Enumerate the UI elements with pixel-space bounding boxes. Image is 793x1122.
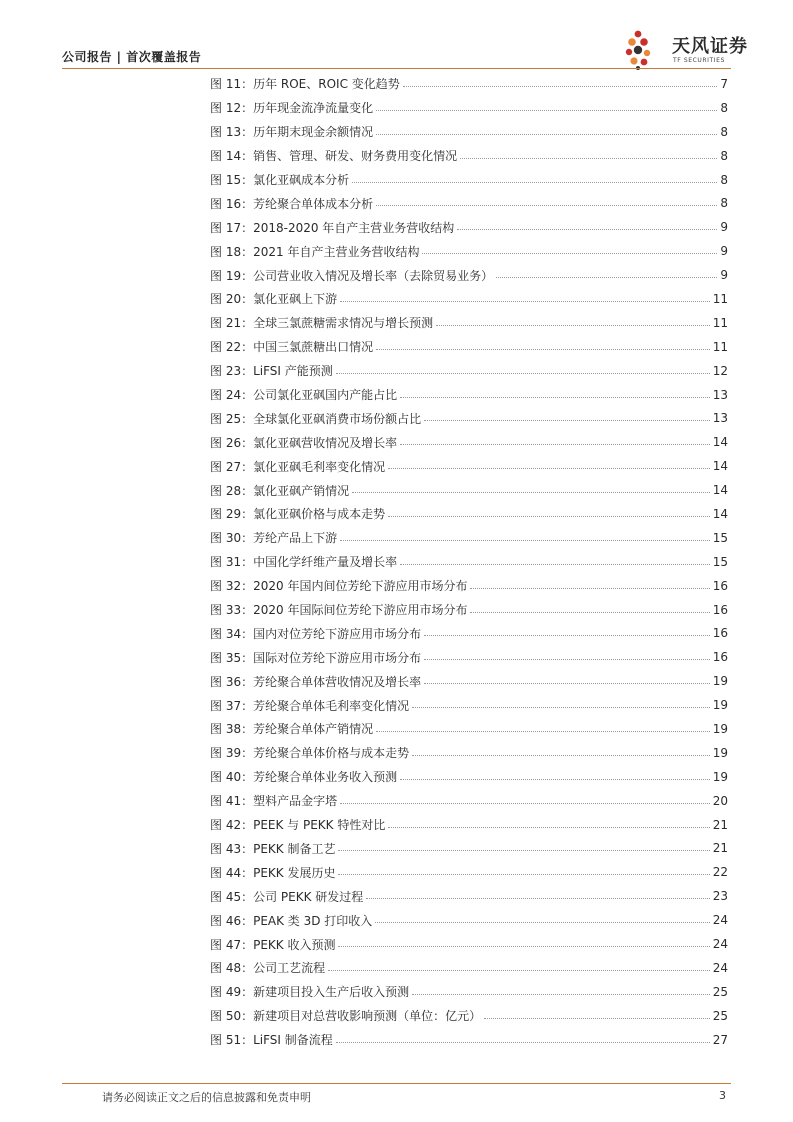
toc-entry[interactable] xyxy=(210,669,728,693)
toc-entry-page: 8 xyxy=(720,124,728,139)
toc-entry-label: 图 29：氯化亚砜价格与成本走势 xyxy=(210,507,386,522)
toc-entry-page: 23 xyxy=(712,889,728,904)
toc-entry[interactable] xyxy=(210,430,728,454)
toc-dot-leader xyxy=(388,468,710,469)
toc-entry-page: 11 xyxy=(712,339,728,354)
toc-entry-label: 图 50：新建项目对总营收影响预测（单位：亿元） xyxy=(210,1009,482,1024)
toc-entry-label: 图 51：LiFSI 制备流程 xyxy=(210,1033,333,1048)
toc-entry-label: 图 27：氯化亚砜毛利率变化情况 xyxy=(210,459,386,474)
toc-entry-label: 图 17：2018-2020 年自产主营业务营收结构 xyxy=(210,220,455,235)
toc-entry-label: 图 38：芳纶聚合单体产销情况 xyxy=(210,722,374,737)
toc-dot-leader xyxy=(376,110,717,111)
toc-dot-leader xyxy=(328,970,710,971)
toc-entry[interactable] xyxy=(210,478,728,502)
toc-entry[interactable] xyxy=(210,120,728,144)
toc-dot-leader xyxy=(366,898,709,899)
toc-entry[interactable] xyxy=(210,263,728,287)
toc-entry-label: 图 31：中国化学纤维产量及增长率 xyxy=(210,555,398,570)
toc-entry-page: 8 xyxy=(720,172,728,187)
toc-entry[interactable] xyxy=(210,813,728,837)
toc-dot-leader xyxy=(484,1018,710,1019)
toc-entry[interactable] xyxy=(210,502,728,526)
toc-dot-leader xyxy=(424,659,710,660)
toc-entry[interactable] xyxy=(210,598,728,622)
toc-entry[interactable] xyxy=(210,908,728,932)
toc-entry-label: 图 43：PEKK 制备工艺 xyxy=(210,841,336,856)
toc-entry-label: 图 15：氯化亚砜成本分析 xyxy=(210,173,350,187)
toc-dot-leader xyxy=(376,134,717,135)
toc-entry-label: 图 21：全球三氯蔗糖需求情况与增长预测 xyxy=(210,316,434,331)
toc-entry[interactable] xyxy=(210,741,728,765)
toc-dot-leader xyxy=(340,301,710,302)
toc-entry-page: 22 xyxy=(712,865,728,880)
toc-entry[interactable] xyxy=(210,789,728,813)
toc-entry-page: 24 xyxy=(712,960,728,975)
toc-dot-leader xyxy=(388,516,710,517)
toc-entry-label: 图 42：PEEK 与 PEKK 特性对比 xyxy=(210,818,386,833)
toc-dot-leader xyxy=(340,803,710,804)
toc-dot-leader xyxy=(352,182,717,183)
toc-entry[interactable] xyxy=(210,765,728,789)
toc-entry-label: 图 26：氯化亚砜营收情况及增长率 xyxy=(210,435,398,450)
toc-entry-page: 21 xyxy=(712,841,728,856)
toc-entry-page: 12 xyxy=(712,363,728,378)
toc-dot-leader xyxy=(336,1042,710,1043)
toc-dot-leader xyxy=(388,827,709,828)
toc-entry-page: 7 xyxy=(720,76,728,91)
toc-entry-label: 图 30：芳纶产品上下游 xyxy=(210,531,338,546)
toc-entry-label: 图 47：PEKK 收入预测 xyxy=(210,937,336,952)
toc-entry[interactable] xyxy=(210,860,728,884)
toc-entry-page: 16 xyxy=(712,578,728,593)
toc-dot-leader xyxy=(338,874,709,875)
toc-entry-page: 15 xyxy=(712,554,728,569)
toc-entry-page: 25 xyxy=(712,984,728,999)
toc-entry-label: 图 35：国际对位芳纶下游应用市场分布 xyxy=(210,650,422,665)
toc-dot-leader xyxy=(460,158,717,159)
toc-entry[interactable] xyxy=(210,383,728,407)
toc-dot-leader xyxy=(400,444,710,445)
figure-list xyxy=(210,72,728,1052)
toc-entry-page: 13 xyxy=(712,411,728,426)
toc-entry-label: 图 37：芳纶聚合单体毛利率变化情况 xyxy=(210,698,410,713)
toc-entry-page: 14 xyxy=(712,459,728,474)
toc-dot-leader xyxy=(412,707,710,708)
toc-dot-leader xyxy=(457,229,717,230)
toc-entry-page: 16 xyxy=(712,602,728,617)
toc-entry[interactable] xyxy=(210,574,728,598)
toc-entry-label: 图 46：PEAK 类 3D 打印收入 xyxy=(210,913,373,928)
toc-entry-label: 图 36：芳纶聚合单体营收情况及增长率 xyxy=(210,674,422,689)
toc-entry-page: 27 xyxy=(712,1032,728,1047)
toc-entry-label: 图 32：2020 年国内间位芳纶下游应用市场分布 xyxy=(210,579,468,594)
toc-entry[interactable] xyxy=(210,550,728,574)
toc-entry[interactable] xyxy=(210,837,728,861)
toc-entry-page: 8 xyxy=(720,148,728,163)
toc-entry-page: 19 xyxy=(712,745,728,760)
toc-entry-page: 21 xyxy=(712,817,728,832)
toc-dot-leader xyxy=(403,86,717,87)
toc-dot-leader xyxy=(436,325,710,326)
toc-entry-label: 图 39：芳纶聚合单体价格与成本走势 xyxy=(210,746,410,761)
toc-entry[interactable] xyxy=(210,621,728,645)
toc-entry-label: 图 44：PEKK 发展历史 xyxy=(210,865,336,880)
toc-entry[interactable] xyxy=(210,645,728,669)
toc-entry-page: 14 xyxy=(712,483,728,498)
toc-entry[interactable] xyxy=(210,693,728,717)
toc-entry[interactable] xyxy=(210,239,728,263)
toc-entry[interactable] xyxy=(210,526,728,550)
toc-dot-leader xyxy=(424,635,710,636)
header-divider xyxy=(62,68,731,69)
toc-entry-page: 11 xyxy=(712,315,728,330)
toc-entry-label: 图 24：公司氯化亚砜国内产能占比 xyxy=(210,388,398,403)
footer-divider xyxy=(62,1083,731,1084)
toc-entry-page: 8 xyxy=(720,100,728,115)
toc-dot-leader xyxy=(412,994,710,995)
toc-entry-label: 图 48：公司工艺流程 xyxy=(210,961,326,976)
toc-entry-label: 图 13：历年期末现金余额情况 xyxy=(210,125,374,140)
toc-dot-leader xyxy=(336,373,710,374)
toc-dot-leader xyxy=(422,253,717,254)
toc-entry-label: 图 33：2020 年国际间位芳纶下游应用市场分布 xyxy=(210,603,468,618)
toc-entry[interactable] xyxy=(210,717,728,741)
toc-dot-leader xyxy=(400,564,710,565)
toc-dot-leader xyxy=(412,755,710,756)
toc-entry[interactable] xyxy=(210,215,728,239)
toc-entry-label: 图 19：公司营业收入情况及增长率（去除贸易业务） xyxy=(210,268,494,283)
logo-company-english: TF SECURITIES xyxy=(673,57,725,64)
toc-entry-page: 16 xyxy=(712,626,728,641)
toc-entry[interactable] xyxy=(210,335,728,359)
toc-entry-page: 15 xyxy=(712,530,728,545)
toc-entry-page: 25 xyxy=(712,1008,728,1023)
toc-entry[interactable] xyxy=(210,168,728,192)
toc-entry[interactable] xyxy=(210,72,728,96)
toc-dot-leader xyxy=(400,397,710,398)
toc-entry[interactable] xyxy=(210,311,728,335)
toc-dot-leader xyxy=(376,205,717,206)
toc-dot-leader xyxy=(338,850,709,851)
toc-entry-label: 图 41：塑料产品金字塔 xyxy=(210,794,338,809)
toc-entry-label: 图 12：历年现金流净流量变化 xyxy=(210,101,374,116)
toc-entry-label: 图 49：新建项目投入生产后收入预测 xyxy=(210,985,410,1000)
toc-entry-label: 图 40：芳纶聚合单体业务收入预测 xyxy=(210,770,398,785)
toc-entry-label: 图 14：销售、管理、研发、财务费用变化情况 xyxy=(210,149,458,164)
toc-dot-leader xyxy=(424,683,710,684)
toc-dot-leader xyxy=(400,779,710,780)
toc-entry-page: 9 xyxy=(720,220,728,235)
toc-entry[interactable] xyxy=(210,96,728,120)
toc-entry[interactable] xyxy=(210,144,728,168)
toc-entry-page: 9 xyxy=(720,268,728,283)
toc-entry-page: 14 xyxy=(712,506,728,521)
toc-entry-label: 图 23：LiFSI 产能预测 xyxy=(210,364,333,379)
toc-entry-page: 24 xyxy=(712,937,728,951)
toc-entry-label: 图 45：公司 PEKK 研发过程 xyxy=(210,889,364,904)
toc-entry-page: 13 xyxy=(712,387,728,402)
toc-entry-label: 图 25：全球氯化亚砜消费市场份额占比 xyxy=(210,411,422,426)
toc-entry[interactable] xyxy=(210,454,728,478)
toc-entry[interactable] xyxy=(210,932,728,956)
toc-entry[interactable] xyxy=(210,1028,728,1052)
toc-entry-page: 14 xyxy=(712,435,728,450)
toc-entry-label: 图 22：中国三氯蔗糖出口情况 xyxy=(210,340,374,355)
logo-company-name: 天风证券 xyxy=(672,36,748,57)
toc-dot-leader xyxy=(376,349,710,350)
toc-entry-page: 24 xyxy=(712,913,728,928)
toc-dot-leader xyxy=(375,922,709,923)
footer-disclaimer: 请务必阅读正文之后的信息披露和免责申明 xyxy=(102,1091,311,1104)
toc-entry[interactable] xyxy=(210,287,728,311)
toc-entry-label: 图 34：国内对位芳纶下游应用市场分布 xyxy=(210,626,422,641)
toc-entry-page: 16 xyxy=(712,650,728,665)
toc-entry[interactable] xyxy=(210,980,728,1004)
toc-entry-page: 19 xyxy=(712,721,728,736)
toc-dot-leader xyxy=(376,731,710,732)
toc-entry-page: 20 xyxy=(712,793,728,808)
toc-entry-page: 19 xyxy=(712,698,728,713)
toc-entry[interactable] xyxy=(210,359,728,383)
toc-dot-leader xyxy=(470,588,709,589)
toc-entry-label: 图 16：芳纶聚合单体成本分析 xyxy=(210,196,374,211)
toc-entry-label: 图 28：氯化亚砜产销情况 xyxy=(210,483,350,498)
toc-entry-page: 9 xyxy=(720,244,728,259)
toc-dot-leader xyxy=(470,612,709,613)
toc-entry[interactable] xyxy=(210,191,728,215)
toc-entry[interactable] xyxy=(210,884,728,908)
toc-entry-label: 图 11：历年 ROE、ROIC 变化趋势 xyxy=(210,77,400,92)
toc-entry-page: 11 xyxy=(712,291,728,306)
toc-dot-leader xyxy=(352,492,710,493)
toc-dot-leader xyxy=(338,946,709,947)
toc-entry[interactable] xyxy=(210,406,728,430)
toc-dot-leader xyxy=(496,277,717,278)
toc-entry-page: 19 xyxy=(712,674,728,689)
toc-dot-leader xyxy=(424,420,710,421)
toc-entry-label: 图 18：2021 年自产主营业务营收结构 xyxy=(210,244,420,259)
page-number: 3 xyxy=(719,1089,726,1102)
toc-entry-label: 图 20：氯化亚砜上下游 xyxy=(210,292,338,307)
toc-entry-page: 19 xyxy=(712,769,728,784)
toc-entry-page: 8 xyxy=(720,196,728,211)
report-type-title: 公司报告 | 首次覆盖报告 xyxy=(62,50,202,64)
toc-dot-leader xyxy=(340,540,710,541)
toc-entry[interactable] xyxy=(210,956,728,980)
toc-entry[interactable] xyxy=(210,1004,728,1028)
